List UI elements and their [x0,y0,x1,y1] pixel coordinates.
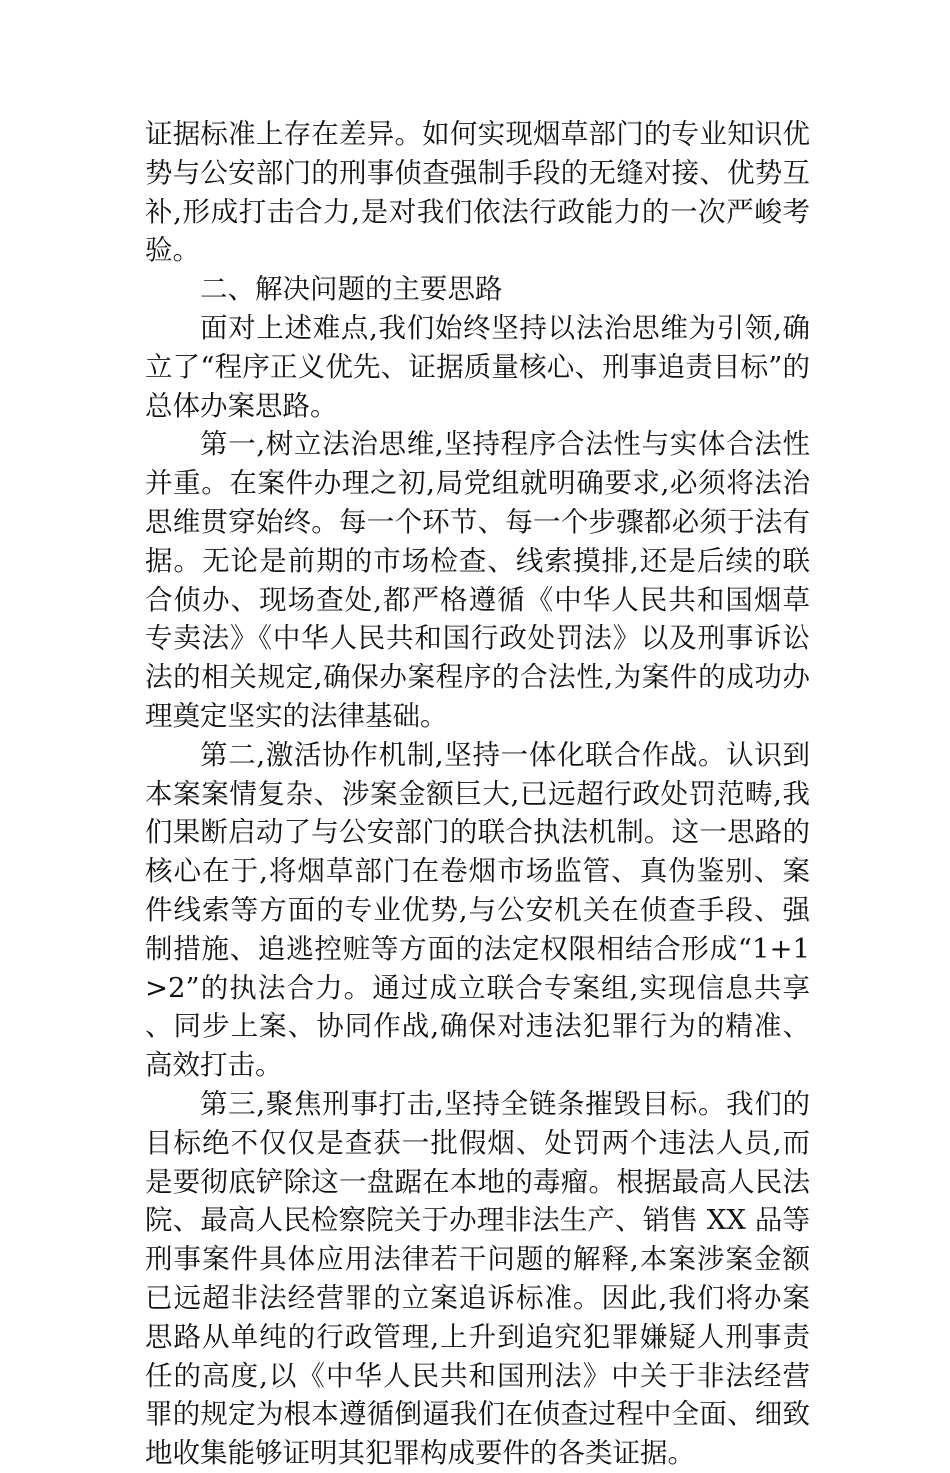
paragraph-third-point: 第三,聚焦刑事打击,坚持全链条摧毁目标。我们的目标绝不仅仅是查获一批假烟、处罚两个违法人员,而是要彻底铲除这一盘踞在本地的毒瘤。根据最高人民法院、最高人民检察院关于办理非法生产、销售 XX 品等刑事案件具体应用法律若干问题的解释,本案涉案金额已远超非法经营罪的立案追诉标准。因此,我们将办案思路从单纯的行政管理,上升到追究犯罪嫌疑人刑事责任的高度,以《中华人民共和国刑法》中关于非法经营罪的规定为根本遵循倒逼我们在侦查过程中全面、细致地收集能够证明其犯罪构成要件的各类证据。 [145,1087,810,1470]
document-body [145,115,810,1473]
paragraph-continuation: 证据标准上存在差异。如何实现烟草部门的专业知识优势与公安部门的刑事侦查强制手段的无缝对接、优势互补,形成打击合力,是对我们依法行政能力的一次严峻考验。 [145,118,810,267]
paragraph-overview: 面对上述难点,我们始终坚持以法治思维为引领,确立了“程序正义优先、证据质量核心、刑事追责目标”的总体办案思路。 [145,311,810,422]
paragraph-first-point: 第一,树立法治思维,坚持程序合法性与实体合法性并重。在案件办理之初,局党组就明确要求,必须将法治思维贯穿始终。每一个环节、每一个步骤都必须于法有据。无论是前期的市场检查、线索摸排,还是后续的联合侦办、现场查处,都严格遵循《中华人民共和国烟草专卖法》《中华人民共和国行政处罚法》以及刑事诉讼法的相关规定,确保办案程序的合法性,为案件的成功办理奠定坚实的法律基础。 [145,428,810,732]
section-heading: 二、解决问题的主要思路 [200,273,503,306]
paragraph-second-point: 第二,激活协作机制,坚持一体化联合作战。认识到本案案情复杂、涉案金额巨大,已远超行政处罚范畴,我们果断启动了与公安部门的联合执法机制。这一思路的核心在于,将烟草部门在卷烟市场监管、真伪鉴别、案件线索等方面的专业优势,与公安机关在侦查手段、强制措施、追逃控赃等方面的法定权限相结合形成“1+1>2”的执法合力。通过成立联合专案组,实现信息共享、同步上案、协同作战,确保对违法犯罪行为的精准、高效打击。 [145,738,810,1082]
